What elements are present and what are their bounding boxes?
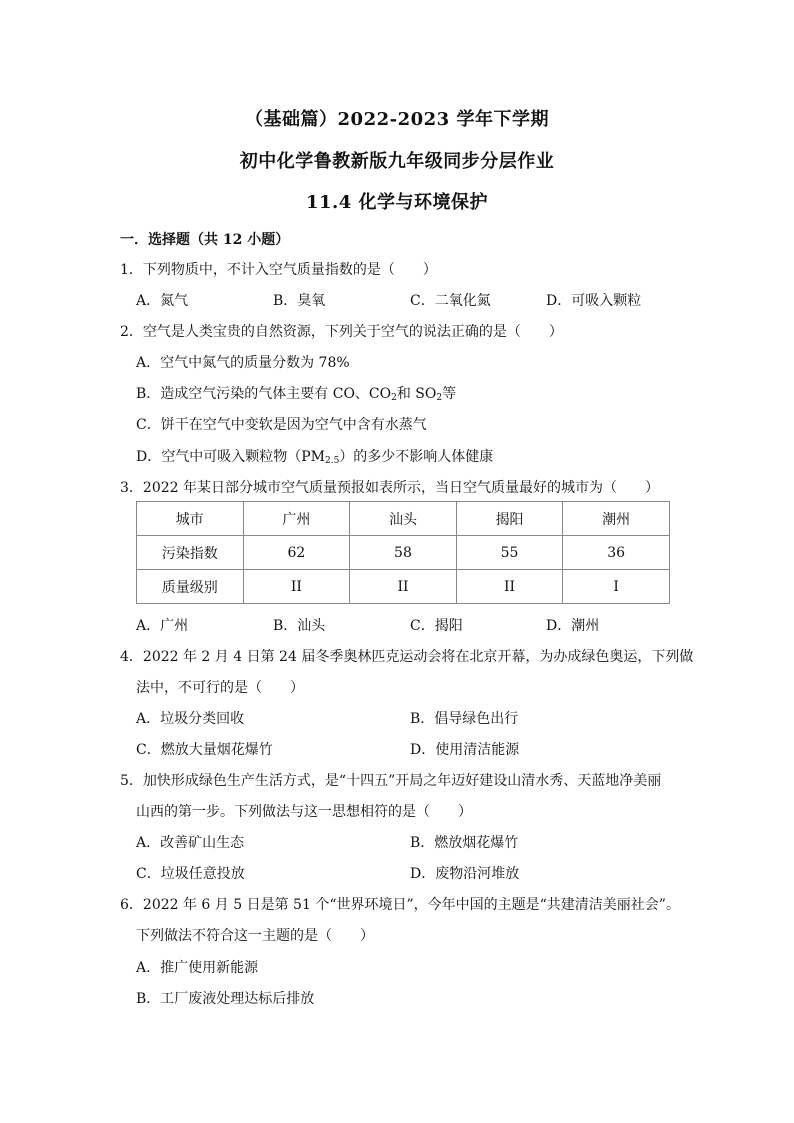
q3-option-a: A．广州: [136, 618, 189, 634]
table-row: [137, 502, 670, 536]
q6-option-a: A．推广使用新能源: [136, 960, 259, 976]
q2-option-a: A．空气中氮气的质量分数为 78%: [136, 355, 350, 371]
q5-option-b: B．燃放烟花爆竹: [410, 835, 519, 851]
q5-stem-line-1: 5．加快形成绿色生产生活方式，是“十四五”开局之年迈好建设山清水秀、天蓝地净美丽: [120, 773, 662, 789]
q4-option-a: A．垃圾分类回收: [136, 711, 245, 727]
q1-option-d: D．可吸入颗粒: [546, 293, 642, 309]
table-cell: II: [456, 570, 563, 604]
q5-option-d: D．废物沿河堆放: [410, 866, 520, 882]
doc-title-line-3: 11.4 化学与环境保护: [305, 192, 489, 213]
q6-stem-line-1: 6．2022 年 6 月 5 日是第 51 个“世界环境日”，今年中国的主题是“共建清洁美丽社会”。: [120, 897, 680, 913]
q4-stem-line-2: 法中，不可行的是（ ）: [136, 680, 304, 696]
table-row: [137, 570, 670, 604]
table-cell: 城市: [137, 502, 244, 536]
table-cell: 质量级别: [137, 570, 244, 604]
q4-option-b: B．倡导绿色出行: [410, 711, 519, 727]
q6-option-b: B．工厂废液处理达标后排放: [136, 991, 315, 1007]
q4-option-c: C．燃放大量烟花爆竹: [136, 742, 273, 758]
q2-option-b: B．造成空气污染的气体主要有 CO、$CO_2$和 $SO_2$等: [136, 386, 457, 403]
q4-option-d: D．使用清洁能源: [410, 742, 520, 758]
q5-option-c: C．垃圾任意投放: [136, 866, 245, 882]
q5-option-a: A．改善矿山生态: [136, 835, 245, 851]
table-cell: 揭阳: [456, 502, 563, 536]
q1-option-a: A．氮气: [136, 293, 189, 309]
q2-stem: 2．空气是人类宝贵的自然资源，下列关于空气的说法正确的是（ ）: [120, 324, 563, 340]
q4-stem-line-1: 4．2022 年 2 月 4 日第 24 届冬季奥林匹克运动会将在北京开幕，为办成绿色奥运，下列做: [120, 649, 694, 665]
doc-title-line-2: 初中化学鲁教新版九年级同步分层作业: [239, 151, 555, 172]
table-cell: I: [563, 570, 670, 604]
q3-option-c: C．揭阳: [410, 618, 463, 634]
table-cell: 汕头: [350, 502, 457, 536]
table-cell: 污染指数: [137, 536, 244, 570]
table-cell: 潮州: [563, 502, 670, 536]
table-cell: 广州: [243, 502, 350, 536]
q2-option-d: D．空气中可吸入颗粒物$(PM_{2.5})$的多少不影响人体健康: [136, 449, 494, 466]
table-row: [137, 536, 670, 570]
table-cell: 55: [456, 536, 563, 570]
section-heading: 一．选择题（共 12 小题）: [120, 232, 290, 248]
q1-option-b: B．臭氧: [273, 293, 326, 309]
table-cell: II: [350, 570, 457, 604]
q1-stem: 1．下列物质中，不计入空气质量指数的是（ ）: [120, 262, 437, 278]
q3-option-b: B．汕头: [273, 618, 326, 634]
table-cell: 62: [243, 536, 350, 570]
table-cell: 58: [350, 536, 457, 570]
air-quality-table: [136, 501, 670, 604]
q2-option-c: C．饼干在空气中变软是因为空气中含有水蒸气: [136, 417, 427, 433]
q3-stem: 3．2022 年某日部分城市空气质量预报如表所示，当日空气质量最好的城市为（ ）: [120, 480, 659, 496]
q5-stem-line-2: 山西的第一步。下列做法与这一思想相符的是（ ）: [136, 804, 472, 820]
table-cell: II: [243, 570, 350, 604]
table-cell: 36: [563, 536, 670, 570]
q1-option-c: C．二氧化氮: [410, 293, 491, 309]
doc-title-line-1: （基础篇）2022-2023 学年下学期: [245, 109, 549, 130]
q3-option-d: D．潮州: [546, 618, 600, 634]
q6-stem-line-2: 下列做法不符合这一主题的是（ ）: [136, 928, 374, 944]
